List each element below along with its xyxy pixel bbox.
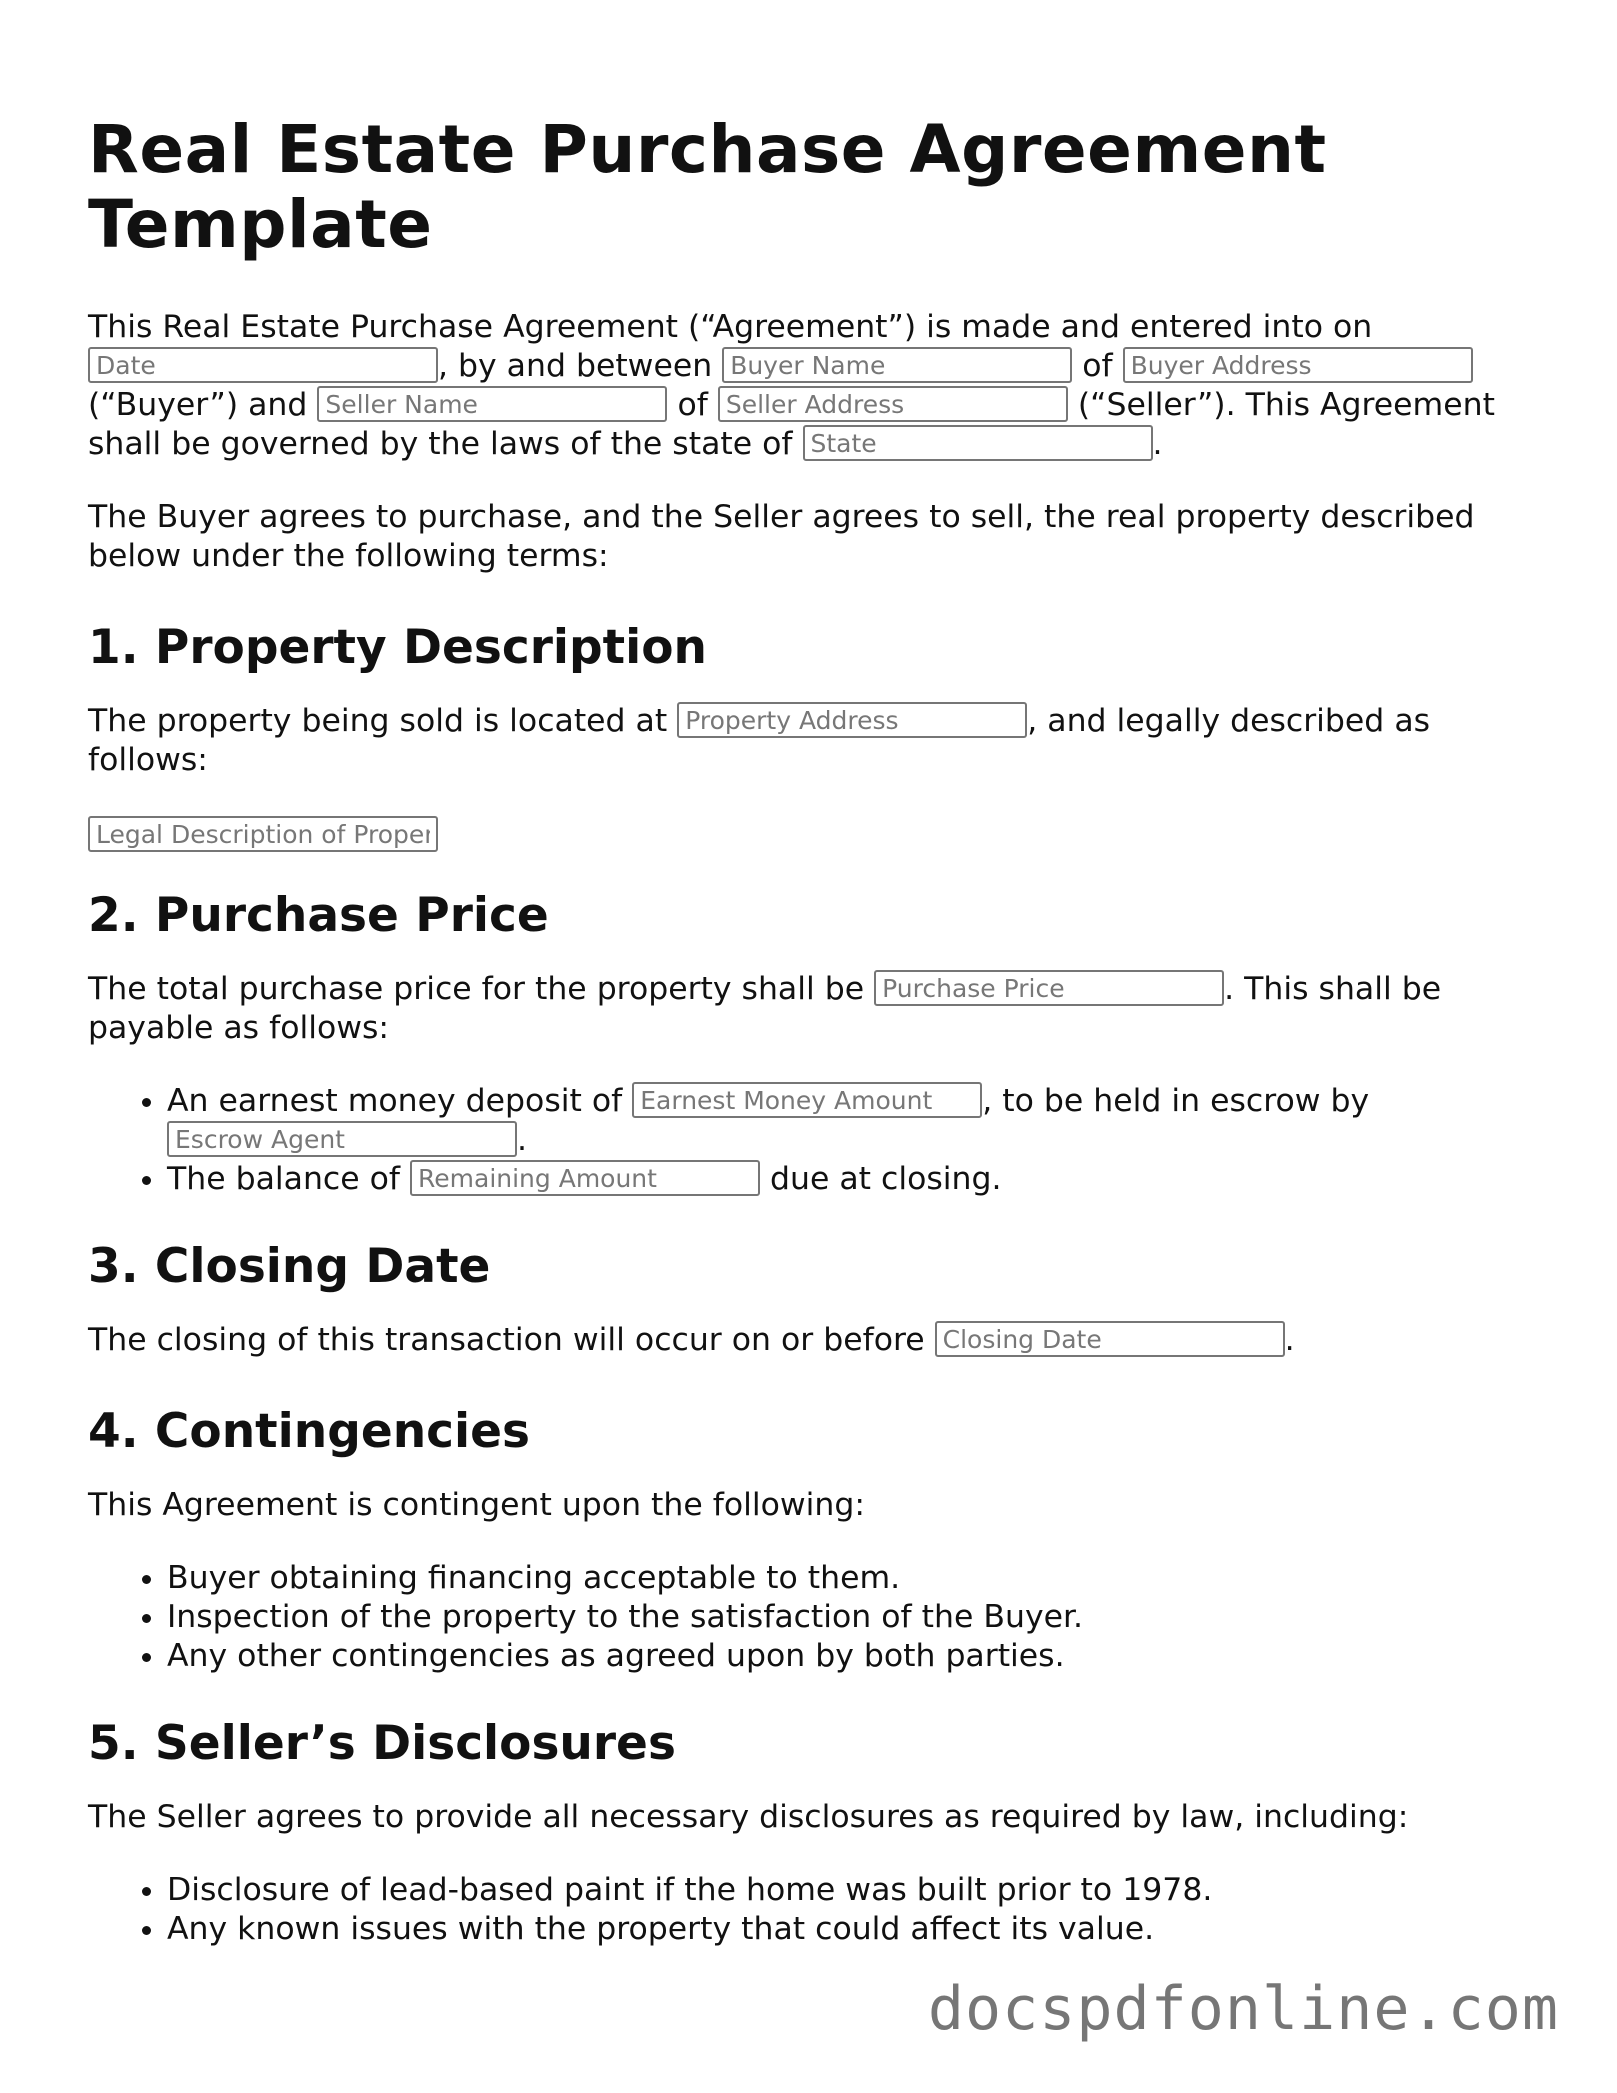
document-body: [88, 112, 1528, 1989]
list-item: • Any known issues with the property that could affect its value.: [167, 1910, 1528, 1949]
escrow-agent-field[interactable]: [167, 1121, 517, 1157]
earnest-money-field[interactable]: [632, 1082, 982, 1118]
payment-list: [88, 1082, 1528, 1199]
intro-text-7: .: [1152, 426, 1163, 462]
property-address-field[interactable]: [677, 702, 1027, 738]
intro-text-5: of: [677, 387, 708, 423]
list-item: • Disclosure of lead-based paint if the home was built prior to 1978.: [167, 1871, 1528, 1910]
closing-paragraph: [88, 1321, 1528, 1360]
intro-text-6: (“Seller”). This Agreement shall be governed by the laws of the state of: [88, 387, 1495, 462]
price-paragraph: [88, 970, 1528, 1048]
list-item: [167, 1082, 1528, 1160]
agreement-paragraph: The Buyer agrees to purchase, and the Seller agrees to sell, the real property described below under the following terms:: [88, 499, 1475, 574]
section-heading-contingencies: 4. Contingencies: [88, 1404, 531, 1459]
section-heading-disclosures: 5. Seller’s Disclosures: [88, 1716, 676, 1771]
earnest-text-3: .: [517, 1122, 528, 1158]
remaining-amount-field[interactable]: [410, 1160, 760, 1196]
section-heading-price: 2. Purchase Price: [88, 888, 549, 943]
property-paragraph: [88, 702, 1528, 780]
buyer-address-field[interactable]: [1123, 347, 1473, 383]
intro-text-4: (“Buyer”) and: [88, 387, 308, 423]
closing-date-field[interactable]: [935, 1321, 1285, 1357]
legal-description-wrap: [88, 820, 1528, 852]
property-text-1: The property being sold is located at: [88, 703, 668, 739]
list-item: • Inspection of the property to the satisfaction of the Buyer.: [167, 1598, 1528, 1637]
buyer-name-field[interactable]: [722, 347, 1072, 383]
property-text-2: , and legally described as follows:: [88, 703, 1431, 778]
closing-text-1: The closing of this transaction will occur on or before: [88, 1322, 925, 1358]
section-heading-closing: 3. Closing Date: [88, 1239, 491, 1294]
price-text-1: The total purchase price for the property shall be: [88, 971, 865, 1007]
seller-address-field[interactable]: [718, 386, 1068, 422]
intro-paragraph: [88, 308, 1528, 464]
list-item: • Buyer obtaining financing acceptable to them.: [167, 1559, 1528, 1598]
seller-name-field[interactable]: [317, 386, 667, 422]
intro-text-1: This Real Estate Purchase Agreement (“Agreement”) is made and entered into on: [88, 309, 1373, 345]
watermark: docspdfonline.com: [927, 1974, 1559, 2044]
date-field[interactable]: [88, 347, 438, 383]
balance-text-2: due at closing.: [770, 1161, 1002, 1197]
contingencies-list: [88, 1559, 1528, 1676]
purchase-price-field[interactable]: [874, 970, 1224, 1006]
balance-text-1: The balance of: [167, 1161, 400, 1197]
disclosures-intro: The Seller agrees to provide all necessary disclosures as required by law, including:: [88, 1799, 1409, 1835]
page-title: Real Estate Purchase Agreement Template: [88, 111, 1327, 263]
earnest-text-1: An earnest money deposit of: [167, 1083, 623, 1119]
legal-description-field[interactable]: [88, 816, 438, 852]
state-field[interactable]: [803, 425, 1153, 461]
list-item: • Any other contingencies as agreed upon by both parties.: [167, 1637, 1528, 1676]
earnest-text-2: , to be held in escrow by: [982, 1083, 1370, 1119]
contingencies-intro: This Agreement is contingent upon the following:: [88, 1487, 865, 1523]
disclosures-list: [88, 1871, 1528, 1949]
closing-text-2: .: [1284, 1322, 1295, 1358]
intro-text-2: , by and between: [438, 348, 713, 384]
intro-text-3: of: [1082, 348, 1113, 384]
price-text-2: . This shall be payable as follows:: [88, 971, 1442, 1046]
section-heading-property: 1. Property Description: [88, 620, 707, 675]
list-item: [167, 1160, 1528, 1199]
